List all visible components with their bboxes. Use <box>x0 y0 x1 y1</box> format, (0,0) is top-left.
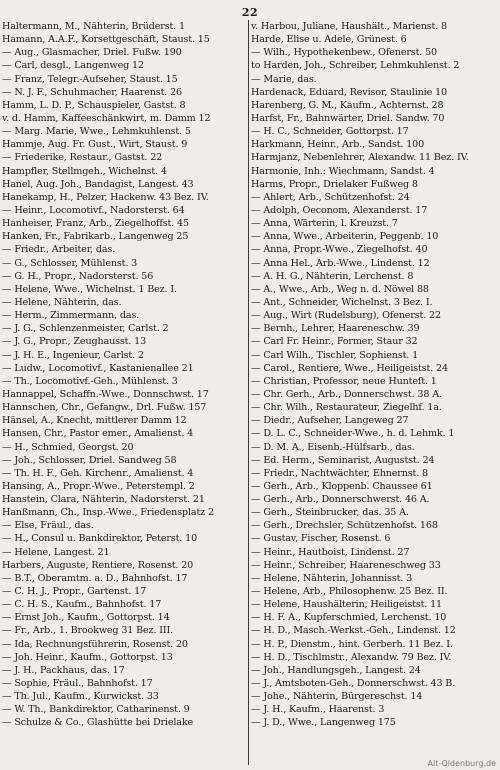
directory-entry: — J., Amtsboten-Geh., Donnerschwst. 43 B. <box>251 678 456 690</box>
directory-entry: — Ernst Joh., Kaufm., Gottorpst. 14 <box>2 612 170 624</box>
directory-entry: — Friedr., Nachtwächter, Ehnernst. 8 <box>251 467 429 479</box>
directory-entry: — W. Th., Bankdirektor, Catharinenst. 9 <box>2 704 190 716</box>
directory-entry: — G., Schlosser, Mühlenst. 3 <box>2 257 138 269</box>
directory-entry: — Joh., Schlosser, Driel. Sandweg 58 <box>2 454 177 466</box>
directory-entry: — Fr., Arb., 1. Brookweg 31 Bez. III. <box>2 625 174 637</box>
directory-entry: — A. H. G., Nähterin, Lerchenst. 8 <box>251 270 414 282</box>
directory-entry: Hansing, A., Propr.-Wwe., Peterstempl. 2 <box>2 480 195 492</box>
directory-entry: v. Harbou, Juliane, Haushält., Marienst. 8 <box>251 21 447 32</box>
directory-entry: Hänsel, A., Knecht, mittlerer Damm 12 <box>2 415 187 427</box>
page-number: 22 <box>241 6 259 19</box>
directory-entry: — Anna, Wärterin, l. Kreuzst. 7 <box>251 218 398 230</box>
directory-entry: Hardenack, Eduard, Revisor, Staulinie 10 <box>251 86 447 98</box>
directory-entry: — Ida, Rechnungsführerin, Rosenst. 20 <box>2 638 188 650</box>
directory-entry: — Heinr., Locomotivf., Nadorsterst. 64 <box>2 204 185 216</box>
directory-entry: — J. G., Schlenzenmeister, Carlst. 2 <box>2 323 169 335</box>
directory-entry: Hanstein, Clara, Nähterin, Nadorsterst. 21 <box>2 494 205 506</box>
directory-entry: — Gerh., Arb., Kloppenb. Chaussee 61 <box>251 480 433 492</box>
directory-entry: — Aug., Wirt (Rudelsburg), Ofenerst. 22 <box>251 310 441 322</box>
directory-entry: Hannschen, Chr., Gefangw., Drl. Fußw. 157 <box>2 402 207 414</box>
directory-entry: — Carl Wilh., Tischler, Sophienst. 1 <box>251 349 419 361</box>
directory-entry: — Carol., Rentiere, Wwe., Heiligeistst. 24 <box>251 362 448 374</box>
directory-entry: — Ahlert, Arb., Schützenhofst. 24 <box>251 191 410 203</box>
directory-entry: Hansen, Chr., Pastor emer., Amalienst. 4 <box>2 428 194 440</box>
directory-entry: — H. D., Tischlmstr., Alexandw. 79 Bez. IV. <box>251 651 452 663</box>
directory-entry: — Marie, das. <box>251 73 317 85</box>
directory-entry: — Carl Fr. Heinr., Former, Staur 32 <box>251 336 418 348</box>
directory-entry: — Ed. Herm., Seminarist, Augustst. 24 <box>251 454 435 466</box>
directory-entry: Hamm, L. D. P., Schauspieler, Gastst. 8 <box>2 99 186 111</box>
directory-entry: — Diedr., Aufseher, Langeweg 27 <box>251 415 409 427</box>
directory-entry: — J. H., Kaufm., Haarenst. 3 <box>251 704 385 716</box>
directory-entry: — Anna, Propr.-Wwe., Ziegelhofst. 40 <box>251 244 428 256</box>
directory-entry: — Heinr., Schreiber, Haareneschweg 33 <box>251 559 441 571</box>
directory-entry: — J. H. E., Ingenieur, Carlst. 2 <box>2 349 144 361</box>
directory-entry: — Helene, Langest. 21 <box>2 546 110 558</box>
directory-entry: — B.T., Oberamtm. a. D., Bahnhofst. 17 <box>2 572 188 584</box>
directory-entry: — H. C., Schneider, Gottorpst. 17 <box>251 126 409 138</box>
directory-entry: Hamann, A.A.F., Korsettgeschäft, Staust. 15 <box>2 34 210 46</box>
column-divider <box>248 20 249 765</box>
directory-entry: — H., Schmied, Georgst. 20 <box>2 441 134 453</box>
directory-entry: — Wilh., Hypothekenbew., Ofenerst. 50 <box>251 47 437 59</box>
left-column <box>2 20 249 730</box>
directory-entry: — C. H. J., Propr., Gartenst. 17 <box>2 586 147 598</box>
directory-entry: — Aug., Glasmacher, Driel. Fußw. 190 <box>2 47 182 59</box>
directory-entry: — Friedr., Arbeiter, das. <box>2 244 116 256</box>
directory-entry: — Christian, Professor, neue Hunteſt. 1 <box>251 375 437 387</box>
directory-entry: — Gerh., Steinbrucker, das. 35 A. <box>251 507 409 519</box>
directory-entry: — Johe., Nähterin, Bürgereschst. 14 <box>251 691 423 703</box>
directory-entry: Hammje, Aug. Fr. Gust., Wirt, Staust. 9 <box>2 139 188 151</box>
directory-entry: Hanheiser, Franz, Arb., Ziegelhoffst. 45 <box>2 218 189 230</box>
directory-entry: — Herm., Zimmermann, das. <box>2 310 140 322</box>
directory-entry: Hannappel, Schaffn.-Wwe., Donnschwst. 17 <box>2 388 209 400</box>
directory-entry: — H. F. A., Kupferschmied, Lerchenst. 10 <box>251 612 447 624</box>
directory-entry: Haltermann, M., Nähterin, Brüderst. 1 <box>2 21 185 32</box>
directory-entry: — Adolph, Oeconom, Alexanderst. 17 <box>251 204 428 216</box>
directory-entry: — A., Wwe., Arb., Weg n. d. Nöwel 88 <box>251 283 429 295</box>
right-column <box>251 20 498 730</box>
directory-entry: — Else, Fräul., das. <box>2 520 94 532</box>
directory-entry: — Franz, Telegr.-Aufseher, Staust. 15 <box>2 73 178 85</box>
directory-entry: — Gerh., Drechsler, Schützenhofst. 168 <box>251 520 438 532</box>
directory-entry: — Bernh., Lehrer, Haareneschw. 39 <box>251 323 420 335</box>
directory-entry: Hanel, Aug. Joh., Bandagist, Langest. 43 <box>2 178 194 190</box>
directory-entry: — Chr. Gerh., Arb., Donnerschwst. 38 A. <box>251 388 442 400</box>
directory-entry: — Helene, Arb., Philosophenw. 25 Bez. II. <box>251 586 448 598</box>
directory-entry: — Anna Hel., Arb.-Wwe., Lindenst. 12 <box>251 257 430 269</box>
directory-entry: — H. P., Dienstm., hint. Gerberh. 11 Bez. I. <box>251 638 453 650</box>
directory-entry: Harfst, Fr., Bahnwärter, Driel. Sandw. 70 <box>251 112 445 124</box>
directory-entry: — J. D., Wwe., Langenweg 175 <box>251 717 396 729</box>
directory-entry: Harde, Elise u. Adele, Grünest. 6 <box>251 34 407 46</box>
directory-entry: Harmonie, Inh.: Wiechmann, Sandst. 4 <box>251 165 435 177</box>
directory-entry: Harenberg, G. M., Kaufm., Achternst. 28 <box>251 99 444 111</box>
directory-entry: — J. G., Propr., Zeughausst. 13 <box>2 336 147 348</box>
directory-entry: — Heinr., Hautboist, Lindenst. 27 <box>251 546 410 558</box>
directory-entry: — Carl, desgl., Langenweg 12 <box>2 60 144 72</box>
directory-entry: — J. H., Packhaus, das. 17 <box>2 664 125 676</box>
directory-entry: Harkmann, Heinr., Arb., Sandst. 100 <box>251 139 425 151</box>
directory-entry: — Helene, Haushälterin, Heiligeistst. 11 <box>251 599 443 611</box>
directory-entry: — D. M. A., Eisenb.-Hülfsarb., das. <box>251 441 415 453</box>
directory-entry: — Sophie, Fräul., Bahnhofst. 17 <box>2 678 153 690</box>
directory-entry: Harbers, Auguste, Rentiere, Rosenst. 20 <box>2 559 194 571</box>
directory-entry: Hanken, Fr., Fabrikarb., Langenweg 25 <box>2 231 189 243</box>
directory-entry: Hanßmann, Ch., Insp.-Wwe., Friedensplatz 2 <box>2 507 214 519</box>
directory-entry: — Gustav, Fischer, Rosenst. 6 <box>251 533 391 545</box>
watermark: Alt-Oldenburg.de <box>427 759 496 768</box>
directory-entry: v. d. Hamm, Kaffeeschänkwirt, m. Damm 12 <box>2 112 211 124</box>
directory-entry: — G. H., Propr., Nadorsterst. 56 <box>2 270 154 282</box>
directory-entry: — H., Consul u. Bankdirektor, Peterst. 10 <box>2 533 198 545</box>
directory-entry: — Chr. Wilh., Restaurateur, Ziegelhf. 1a. <box>251 402 442 414</box>
directory-entry: — Th. Jul., Kaufm., Kurwickst. 33 <box>2 691 159 703</box>
directory-entry: Hanekamp, H., Pelzer, Hackenw. 43 Bez. IV. <box>2 191 209 203</box>
directory-entry: to Harden, Joh., Schreiber, Lehmkuhlenst. 2 <box>251 60 460 72</box>
directory-entry: — Helene, Nähterin, Johannisst. 3 <box>251 572 413 584</box>
directory-entry: — Marg. Marie, Wwe., Lehmkuhlenst. 5 <box>2 126 191 138</box>
directory-entry: — Gerh., Arb., Donnerschwerst. 46 A. <box>251 494 430 506</box>
directory-entry: — Schulze & Co., Glashütte bei Drielake <box>2 717 194 729</box>
directory-entry: — Joh., Handlungsgeh., Langest. 24 <box>251 664 421 676</box>
directory-entry: — Anna, Wwe., Arbeiterin, Peggenb. 10 <box>251 231 439 243</box>
directory-entry: — C. H. S., Kaufm., Bahnhofst. 17 <box>2 599 162 611</box>
directory-entry: — H. D., Masch.-Werkst.-Geh., Lindenst. 12 <box>251 625 456 637</box>
directory-entry: — Friederike, Restaur., Gastst. 22 <box>2 152 163 164</box>
directory-entry: — Joh. Heinr., Kaufm., Gottorpst. 13 <box>2 651 173 663</box>
directory-entry: Hampfler, Stellmgeh., Wichelnst. 4 <box>2 165 167 177</box>
directory-entry: — Helene, Wwe., Wichelnst. 1 Bez. I. <box>2 283 177 295</box>
directory-entry: — Th., Locomotivf.-Geh., Mühlenst. 3 <box>2 375 178 387</box>
directory-entry: Harms, Propr., Drielaker Fußweg 8 <box>251 178 418 190</box>
directory-entry: — N. J. F., Schuhmacher, Haarenst. 26 <box>2 86 182 98</box>
directory-entry: — Helene, Nähterin, das. <box>2 296 122 308</box>
directory-entry: — Ludw., Locomotivf., Kastanienallee 21 <box>2 362 194 374</box>
directory-entry: — Th. H. F., Geh. Kirchenr., Amalienst. 4 <box>2 467 194 479</box>
directory-entry: Harmjanz, Nebenlehrer, Alexandw. 11 Bez. IV. <box>251 152 469 164</box>
directory-entry: — Ant., Schneider, Wichelnst. 3 Bez. I. <box>251 296 433 308</box>
directory-entry: — D. L. C., Schneider-Wwe., h. d. Lehmk. 1 <box>251 428 455 440</box>
